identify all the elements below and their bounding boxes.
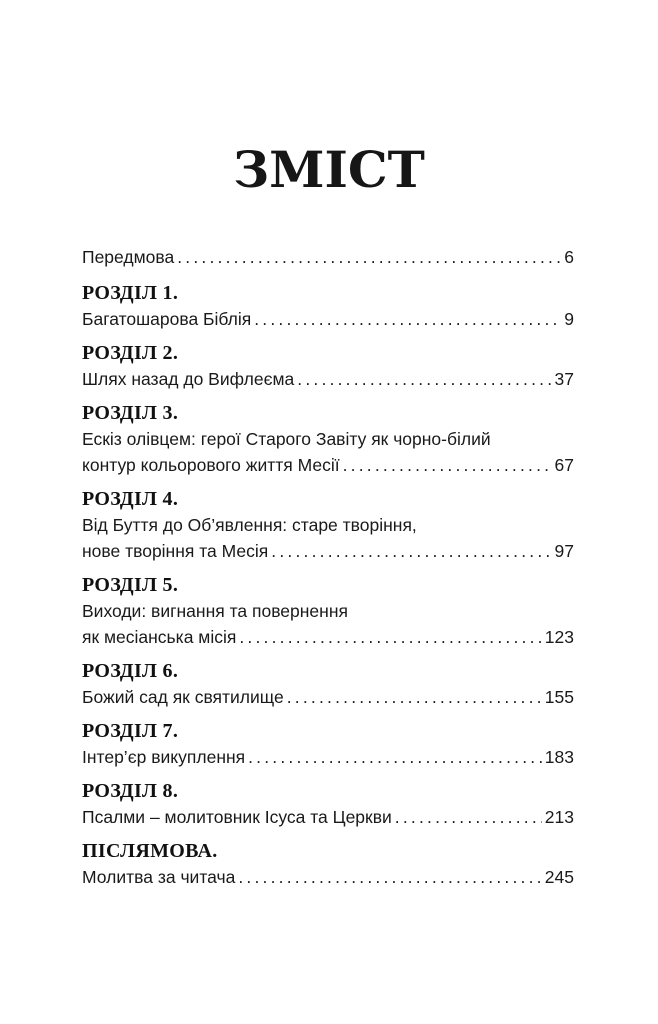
chapter-heading: РОЗДІЛ 7. <box>82 720 179 742</box>
toc-entry <box>82 340 574 392</box>
page-number: 9 <box>564 309 574 329</box>
chapter-title: нове творіння та Месія <box>82 541 269 561</box>
chapter-title: контур кольорового життя Месії <box>82 455 340 475</box>
page-number: 97 <box>554 541 574 561</box>
page-title: ЗМІСТ <box>233 140 425 199</box>
dot-leader <box>287 684 542 710</box>
chapter-title: як месіанська місія <box>82 627 237 647</box>
chapter-title: Інтер’єр викуплення <box>82 747 246 767</box>
chapter-heading: РОЗДІЛ 3. <box>82 402 179 424</box>
chapter-heading: РОЗДІЛ 6. <box>82 660 179 682</box>
toc-row <box>82 306 574 332</box>
chapter-title: Передмова <box>82 247 175 267</box>
chapter-heading: РОЗДІЛ 8. <box>82 780 179 802</box>
page-number: 245 <box>544 867 574 887</box>
page-number: 6 <box>564 247 574 267</box>
dot-leader <box>271 538 551 564</box>
dot-leader <box>297 366 551 392</box>
chapter-title-line: Ескіз олівцем: герої Старого Завіту як чорно-білий <box>82 429 491 449</box>
dot-leader <box>248 744 542 770</box>
page-number: 183 <box>544 747 574 767</box>
dot-leader <box>239 624 541 650</box>
toc-entry <box>82 658 574 710</box>
chapter-title: Шлях назад до Вифлеєма <box>82 369 295 389</box>
toc-entry <box>82 572 574 650</box>
toc-row <box>82 624 574 650</box>
dot-leader <box>177 244 561 270</box>
dot-leader <box>395 804 542 830</box>
chapter-heading: РОЗДІЛ 5. <box>82 574 179 596</box>
toc-entry <box>82 486 574 564</box>
table-of-contents <box>82 244 574 890</box>
chapter-title: Псалми – молитовник Ісуса та Церкви <box>82 807 392 827</box>
page-number: 213 <box>544 807 574 827</box>
chapter-heading: ПІСЛЯМОВА. <box>82 840 218 862</box>
chapter-heading: РОЗДІЛ 4. <box>82 488 179 510</box>
toc-row <box>82 684 574 710</box>
chapter-heading: РОЗДІЛ 2. <box>82 342 179 364</box>
toc-row <box>82 538 574 564</box>
toc-entry <box>82 718 574 770</box>
page-number: 123 <box>544 627 574 647</box>
toc-row <box>82 744 574 770</box>
chapter-title: Багатошарова Біблія <box>82 309 252 329</box>
toc-entry <box>82 838 574 890</box>
toc-entry <box>82 400 574 478</box>
toc-row <box>82 864 574 890</box>
dot-leader <box>254 306 561 332</box>
chapter-title: Божий сад як святилище <box>82 687 284 707</box>
toc-row <box>82 452 574 478</box>
chapter-heading: РОЗДІЛ 1. <box>82 282 179 304</box>
chapter-title: Молитва за читача <box>82 867 236 887</box>
toc-row <box>82 804 574 830</box>
toc-entry <box>82 244 574 270</box>
chapter-title-line: Виходи: вигнання та повернення <box>82 601 348 621</box>
dot-leader <box>238 864 541 890</box>
toc-entry <box>82 280 574 332</box>
chapter-title-line: Від Буття до Об’явлення: старе творіння, <box>82 515 417 535</box>
page-number: 155 <box>544 687 574 707</box>
page-number: 67 <box>554 455 574 475</box>
toc-row <box>82 244 574 270</box>
dot-leader <box>343 452 552 478</box>
toc-entry <box>82 778 574 830</box>
toc-row <box>82 366 574 392</box>
page-number: 37 <box>554 369 574 389</box>
